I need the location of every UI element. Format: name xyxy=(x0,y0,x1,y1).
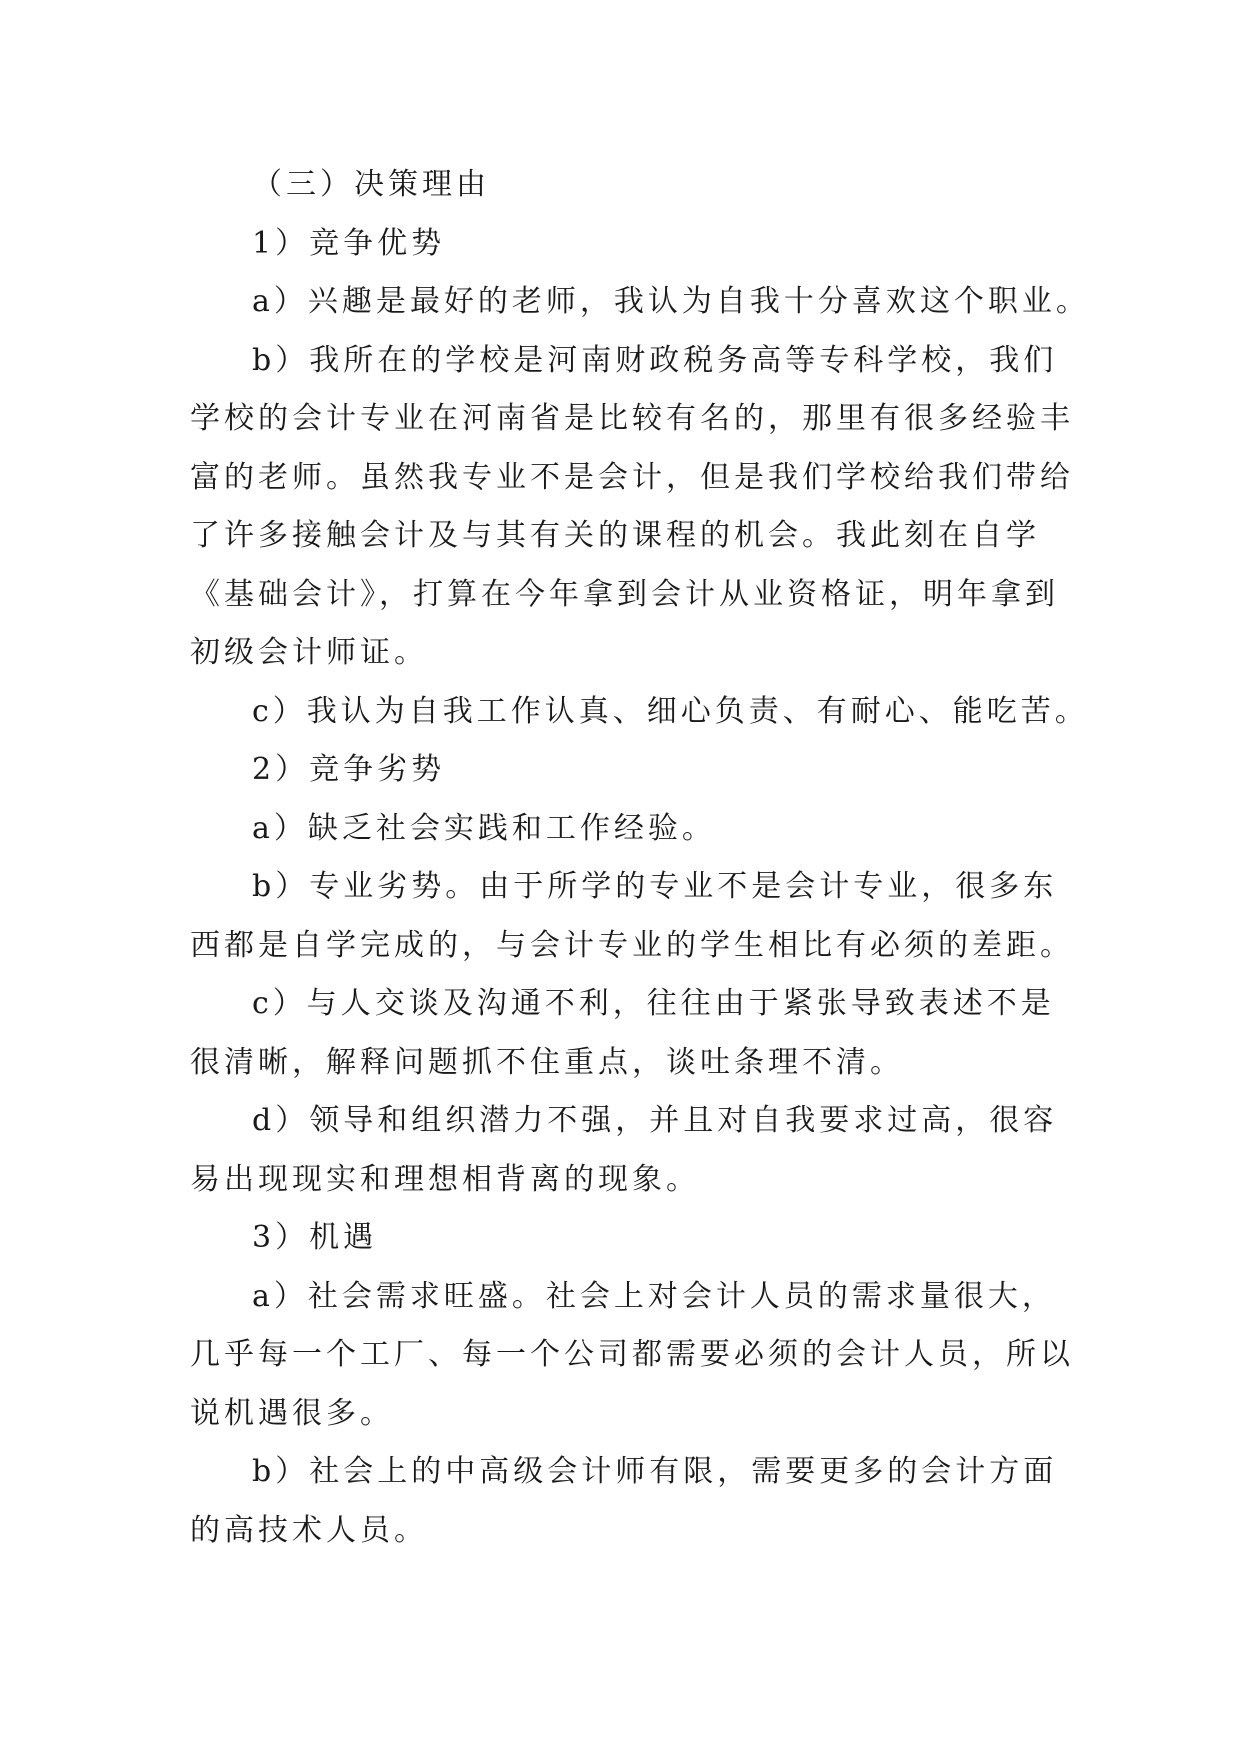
paragraph-line: c）我认为自我工作认真、细心负责、有耐心、能吃苦。 xyxy=(252,693,1089,729)
paragraph-line: c）与人交谈及沟通不利，往往由于紧张导致表述不是 xyxy=(252,986,1055,1021)
document-body xyxy=(190,156,1090,1560)
section-heading: （三）决策理由 xyxy=(252,167,490,202)
paragraph-line: 富的老师。虽然我专业不是会计，但是我们学校给我们带给 xyxy=(190,459,1074,495)
paragraph-line: 说机遇很多。 xyxy=(190,1395,394,1431)
paragraph-line: 学校的会计专业在河南省是比较有名的，那里有很多经验丰 xyxy=(190,401,1074,436)
subheading-competitive-disadvantage: 2）竞争劣势 xyxy=(252,752,446,787)
paragraph-line: 《基础会计》，打算在今年拿到会计从业资格证，明年拿到 xyxy=(190,576,1059,612)
paragraph-line: d）领导和组织潜力不强，并且对自我要求过高，很容 xyxy=(252,1103,1058,1138)
paragraph-line: 很清晰，解释问题抓不住重点，谈吐条理不清。 xyxy=(190,1044,904,1080)
paragraph-line: 几乎每一个工厂、每一个公司都需要必须的会计人员，所以 xyxy=(190,1337,1074,1372)
paragraph-line: 的高技术人员。 xyxy=(190,1512,428,1548)
subheading-competitive-advantage: 1）竞争优势 xyxy=(252,225,446,261)
paragraph-line: a）社会需求旺盛。社会上对会计人员的需求量很大， xyxy=(252,1278,1056,1314)
paragraph-line: b）社会上的中高级会计师有限，需要更多的会计方面 xyxy=(252,1454,1058,1489)
paragraph-line: a）兴趣是最好的老师，我认为自我十分喜欢这个职业。 xyxy=(252,284,1090,319)
paragraph-line: a）缺乏社会实践和工作经验。 xyxy=(252,810,716,846)
subheading-opportunity: 3）机遇 xyxy=(252,1220,378,1255)
paragraph-line: 了许多接触会计及与其有关的课程的机会。我此刻在自学 xyxy=(190,518,1040,553)
paragraph-line: b）专业劣势。由于所学的专业不是会计专业，很多东 xyxy=(252,869,1058,904)
paragraph-line: 西都是自学完成的，与会计专业的学生相比有必须的差距。 xyxy=(190,927,1074,963)
paragraph-line: 初级会计师证。 xyxy=(190,635,428,670)
paragraph-line: 易出现现实和理想相背离的现象。 xyxy=(190,1161,700,1197)
paragraph-line: b）我所在的学校是河南财政税务高等专科学校，我们 xyxy=(252,342,1058,378)
